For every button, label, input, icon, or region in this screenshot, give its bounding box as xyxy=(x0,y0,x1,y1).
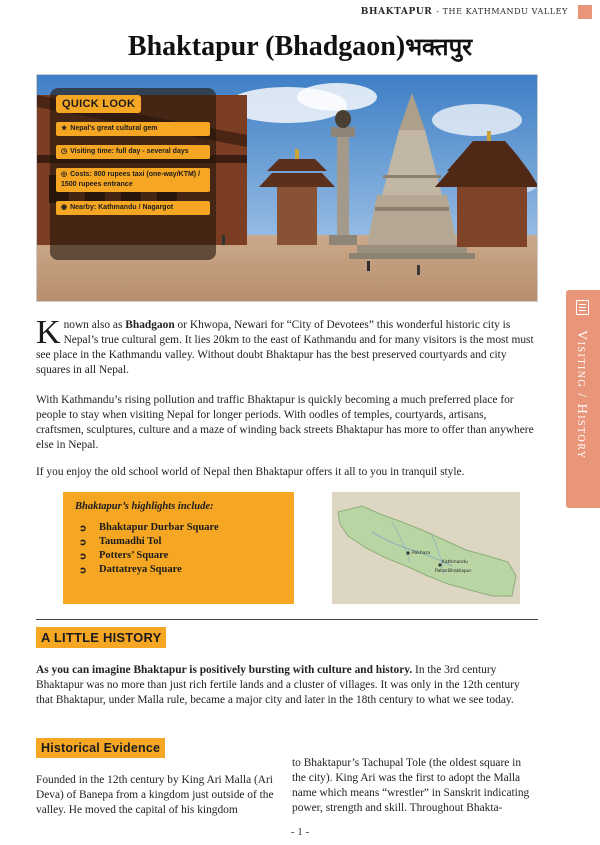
evidence-column-right: to Bhaktapur’s Tachupal Tole (the oldest square in the city). King Ari was the first to adopt the Malla name which means “wrestler” in Sanskrit indicating power, strength and skill. Throughout Bhakta- xyxy=(292,757,530,814)
arrow-right-icon: ➲ xyxy=(79,551,87,561)
section-divider xyxy=(36,619,538,620)
title-devanagari: भक्तपुर xyxy=(405,33,473,61)
highlight-item-text: Taumadhi Tol xyxy=(99,536,162,547)
highlight-item-text: Bhaktapur Durbar Square xyxy=(99,522,219,533)
star-icon: ★ xyxy=(61,125,68,132)
quick-look-item-text: Visiting time: full day - several days xyxy=(70,148,189,155)
running-head-sub: - THE KATHMANDU VALLEY xyxy=(436,7,568,16)
intro-bold: Bhadgaon xyxy=(125,319,175,331)
quick-look-item xyxy=(56,201,210,215)
page-number: - 1 - xyxy=(290,826,310,838)
title-normal: (Bhadgaon) xyxy=(265,31,406,62)
intro-pre: nown also as xyxy=(63,319,126,331)
quick-look-item-text: Costs: 800 rupees taxi (one-way/KTM) / 1500 rupees entrance xyxy=(61,171,201,188)
quick-look-box xyxy=(50,88,216,260)
page-title xyxy=(0,30,600,63)
history-heading: A LITTLE HISTORY xyxy=(36,627,166,648)
coins-icon: ◎ xyxy=(61,171,68,178)
map-label: Pokhara xyxy=(412,551,431,556)
section-side-tab[interactable] xyxy=(566,290,600,508)
history-lead: As you can imagine Bhaktapur is positively bursting with culture and history. xyxy=(36,664,413,676)
map-label: Bhaktapur xyxy=(448,569,472,574)
running-head-tab xyxy=(578,5,592,19)
intro-post: or Khwopa, Newari for “City of Devotees” this wonderful historic city is Nepal’s true cultural gem. It lies 20km to the east of Kathmandu and for many visitors is the most must see place in the Kathmandu valley. Without doubt Bhaktapur has the best preserved courtyards and city squares in all Nepal. xyxy=(36,319,534,376)
quick-look-item-text: Nearby: Kathmandu / Nagargot xyxy=(70,204,174,211)
quick-look-item xyxy=(56,122,210,136)
drop-cap: K xyxy=(36,314,61,351)
running-head xyxy=(361,7,568,17)
map-label: Kathmandu xyxy=(442,560,468,565)
highlights-title: Bhaktapur’s highlights include: xyxy=(75,501,214,512)
paragraph-pollution: With Kathmandu’s rising pollution and traffic Bhaktapur is quickly becoming a much preferred place for people to stay when visiting Nepal for longer periods. With oodles of temples, courtyards, artisans, craftsmen, sculptures, culture and a maze of winding back streets Bhaktapur has more to offer than anywhere else in Nepal. xyxy=(36,394,534,451)
map-label: Patan xyxy=(435,569,448,574)
highlights-list xyxy=(75,521,282,577)
clock-icon: ◷ xyxy=(61,148,68,155)
evidence-heading: Historical Evidence xyxy=(36,738,165,758)
running-head-main: BHAKTAPUR xyxy=(360,7,433,17)
highlight-item-text: Dattatreya Square xyxy=(99,564,182,575)
location-pin-icon: ◉ xyxy=(61,204,68,211)
pokhara-dot xyxy=(406,551,409,554)
highlight-item xyxy=(75,521,282,535)
highlight-item xyxy=(75,535,282,549)
nepal-map xyxy=(332,492,520,604)
side-tab-label: Visiting / History xyxy=(574,330,589,460)
intro-paragraph xyxy=(36,314,536,378)
highlights-box xyxy=(63,492,294,604)
history-paragraph xyxy=(36,663,536,708)
quick-look-item xyxy=(56,168,210,192)
quick-look-item-text: Nepal's great cultural gem xyxy=(70,125,158,132)
highlight-item xyxy=(75,563,282,577)
title-bold: Bhaktapur xyxy=(127,31,259,62)
highlight-item-text: Potters’ Square xyxy=(99,550,169,561)
quick-look-item xyxy=(56,145,210,159)
evidence-column-left: Founded in the 12th century by King Ari Malla (Ari Deva) of Banepa from a kingdom just outside of the valley. He moved the capital of his kingdom xyxy=(36,774,274,816)
paragraph-old-school: If you enjoy the old school world of Nepal then Bhaktapur offers it all to you in tranquil style. xyxy=(36,466,465,478)
arrow-right-icon: ➲ xyxy=(79,537,87,547)
document-icon xyxy=(576,300,589,315)
quick-look-header: QUICK LOOK xyxy=(56,95,141,113)
arrow-right-icon: ➲ xyxy=(79,565,87,575)
highlight-item xyxy=(75,549,282,563)
arrow-right-icon: ➲ xyxy=(79,523,87,533)
history-body: In the 3rd century Bhaktapur was no more than just rich fertile lands and a cluster of villages. It was only in the 12th century that Bhaktapur, under Malla rule, became a major city and later in the 18th century to what we see today. xyxy=(36,664,520,706)
